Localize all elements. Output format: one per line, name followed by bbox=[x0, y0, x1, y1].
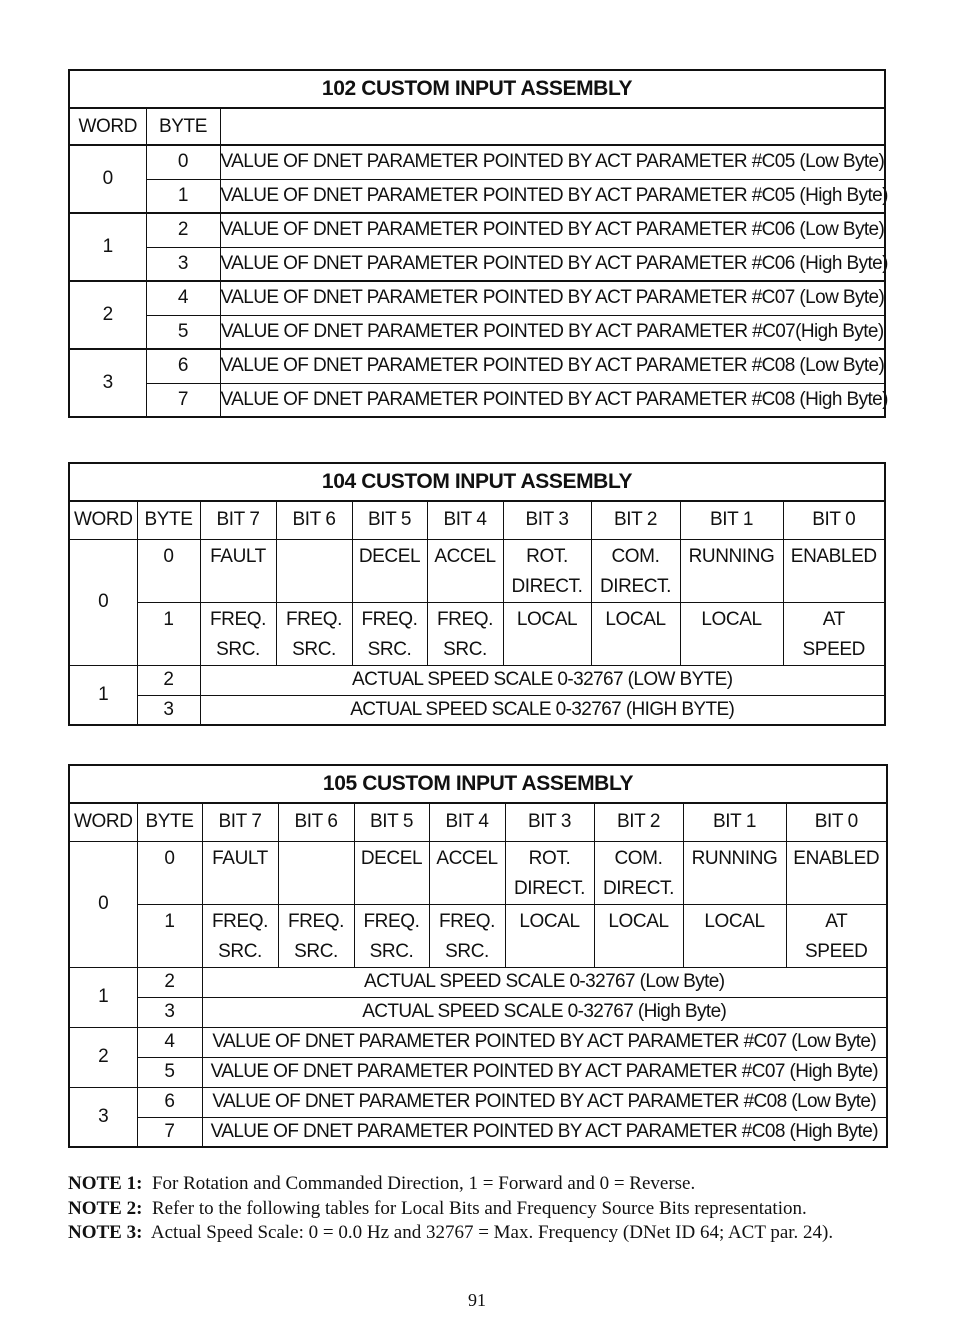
header-bit-1: BIT 1 bbox=[683, 803, 786, 841]
note-label: NOTE 1: bbox=[68, 1173, 143, 1194]
header-byte: BYTE bbox=[137, 803, 202, 841]
header-bit-0: BIT 0 bbox=[786, 803, 887, 841]
byte-cell: 5 bbox=[137, 1057, 202, 1087]
bit-cell: ACCEL bbox=[429, 841, 505, 904]
header-bit-4: BIT 4 bbox=[429, 803, 505, 841]
header-bit-1: BIT 1 bbox=[680, 501, 783, 539]
header-bit-3: BIT 3 bbox=[503, 501, 591, 539]
description-cell: VALUE OF DNET PARAMETER POINTED BY ACT PARAMETER #C05 (High Byte) bbox=[220, 179, 885, 213]
bit-cell: FREQ. SRC. bbox=[202, 904, 278, 967]
header-bit-7: BIT 7 bbox=[200, 501, 276, 539]
description-cell: VALUE OF DNET PARAMETER POINTED BY ACT PARAMETER #C07 (Low Byte) bbox=[220, 281, 885, 315]
bit-cell: FAULT bbox=[202, 841, 278, 904]
byte-cell: 7 bbox=[137, 1117, 202, 1147]
word-cell: 0 bbox=[69, 841, 137, 967]
bit-cell: LOCAL bbox=[683, 904, 786, 967]
header-bit-5: BIT 5 bbox=[352, 501, 427, 539]
byte-cell: 2 bbox=[137, 665, 200, 695]
bit-cell: FREQ. SRC. bbox=[276, 602, 352, 665]
bit-cell bbox=[276, 539, 352, 602]
note-3 bbox=[68, 1221, 833, 1246]
bit-cell: LOCAL bbox=[594, 904, 683, 967]
table-104-custom-input-assembly bbox=[68, 462, 886, 726]
byte-cell: 1 bbox=[137, 904, 202, 967]
byte-cell: 1 bbox=[146, 179, 220, 213]
bit-cell: RUNNING bbox=[680, 539, 783, 602]
bit-cell: FREQ. SRC. bbox=[352, 602, 427, 665]
table-title: 105 CUSTOM INPUT ASSEMBLY bbox=[69, 765, 887, 803]
word-cell: 0 bbox=[69, 539, 137, 665]
bit-cell: FREQ. SRC. bbox=[354, 904, 429, 967]
bit-cell: ACCEL bbox=[427, 539, 503, 602]
note-label: NOTE 3: bbox=[68, 1222, 143, 1243]
page-number: 91 bbox=[468, 1290, 486, 1310]
header-word: WORD bbox=[69, 108, 146, 145]
word-cell: 2 bbox=[69, 281, 146, 349]
byte-cell: 4 bbox=[146, 281, 220, 315]
header-bit-7: BIT 7 bbox=[202, 803, 278, 841]
bit-cell: DECEL bbox=[354, 841, 429, 904]
bit-cell bbox=[278, 841, 354, 904]
header-bit-5: BIT 5 bbox=[354, 803, 429, 841]
byte-cell: 3 bbox=[146, 247, 220, 281]
description-cell: VALUE OF DNET PARAMETER POINTED BY ACT PARAMETER #C07(High Byte) bbox=[220, 315, 885, 349]
byte-cell: 5 bbox=[146, 315, 220, 349]
description-cell: VALUE OF DNET PARAMETER POINTED BY ACT PARAMETER #C07 (Low Byte) bbox=[202, 1027, 887, 1057]
description-cell: ACTUAL SPEED SCALE 0-32767 (HIGH BYTE) bbox=[200, 695, 885, 725]
description-cell: ACTUAL SPEED SCALE 0-32767 (High Byte) bbox=[202, 997, 887, 1027]
header-word: WORD bbox=[69, 803, 137, 841]
byte-cell: 0 bbox=[146, 145, 220, 179]
note-1 bbox=[68, 1172, 833, 1197]
bit-cell: ROT. DIRECT. bbox=[505, 841, 594, 904]
byte-cell: 6 bbox=[137, 1087, 202, 1117]
bit-cell: LOCAL bbox=[680, 602, 783, 665]
description-cell: VALUE OF DNET PARAMETER POINTED BY ACT PARAMETER #C05 (Low Byte) bbox=[220, 145, 885, 179]
byte-cell: 6 bbox=[146, 349, 220, 383]
table-title: 102 CUSTOM INPUT ASSEMBLY bbox=[69, 70, 885, 108]
table-105-custom-input-assembly bbox=[68, 764, 888, 1148]
byte-cell: 2 bbox=[137, 967, 202, 997]
byte-cell: 4 bbox=[137, 1027, 202, 1057]
description-cell: VALUE OF DNET PARAMETER POINTED BY ACT PARAMETER #C06 (Low Byte) bbox=[220, 213, 885, 247]
description-cell: VALUE OF DNET PARAMETER POINTED BY ACT PARAMETER #C08 (High Byte) bbox=[202, 1117, 887, 1147]
description-cell: VALUE OF DNET PARAMETER POINTED BY ACT PARAMETER #C06 (High Byte) bbox=[220, 247, 885, 281]
bit-cell: AT SPEED bbox=[786, 904, 887, 967]
bit-cell: COM. DIRECT. bbox=[591, 539, 680, 602]
note-2 bbox=[68, 1197, 833, 1222]
description-cell: VALUE OF DNET PARAMETER POINTED BY ACT PARAMETER #C08 (Low Byte) bbox=[202, 1087, 887, 1117]
header-bit-2: BIT 2 bbox=[591, 501, 680, 539]
bit-cell: DECEL bbox=[352, 539, 427, 602]
word-cell: 1 bbox=[69, 213, 146, 281]
description-cell: ACTUAL SPEED SCALE 0-32767 (Low Byte) bbox=[202, 967, 887, 997]
header-byte: BYTE bbox=[146, 108, 220, 145]
header-word: WORD bbox=[69, 501, 137, 539]
byte-cell: 0 bbox=[137, 841, 202, 904]
header-byte: BYTE bbox=[137, 501, 200, 539]
bit-cell: ROT. DIRECT. bbox=[503, 539, 591, 602]
byte-cell: 0 bbox=[137, 539, 200, 602]
description-cell: VALUE OF DNET PARAMETER POINTED BY ACT PARAMETER #C07 (High Byte) bbox=[202, 1057, 887, 1087]
word-cell: 2 bbox=[69, 1027, 137, 1087]
bit-cell: FREQ. SRC. bbox=[427, 602, 503, 665]
notes-block bbox=[68, 1172, 833, 1246]
word-cell: 1 bbox=[69, 665, 137, 725]
word-cell: 0 bbox=[69, 145, 146, 213]
bit-cell: COM. DIRECT. bbox=[594, 841, 683, 904]
table-title: 104 CUSTOM INPUT ASSEMBLY bbox=[69, 463, 885, 501]
byte-cell: 3 bbox=[137, 997, 202, 1027]
bit-cell: LOCAL bbox=[591, 602, 680, 665]
header-bit-0: BIT 0 bbox=[783, 501, 885, 539]
bit-cell: LOCAL bbox=[503, 602, 591, 665]
word-cell: 1 bbox=[69, 967, 137, 1027]
note-text: Refer to the following tables for Local Bits and Frequency Source Bits representation. bbox=[151, 1197, 807, 1219]
byte-cell: 1 bbox=[137, 602, 200, 665]
bit-cell: ENABLED bbox=[783, 539, 885, 602]
header-bit-3: BIT 3 bbox=[505, 803, 594, 841]
header-blank bbox=[220, 108, 885, 145]
header-bit-2: BIT 2 bbox=[594, 803, 683, 841]
description-cell: VALUE OF DNET PARAMETER POINTED BY ACT PARAMETER #C08 (High Byte) bbox=[220, 383, 885, 417]
bit-cell: RUNNING bbox=[683, 841, 786, 904]
word-cell: 3 bbox=[69, 1087, 137, 1147]
note-text: Actual Speed Scale: 0 = 0.0 Hz and 32767 = Max. Frequency (DNet ID 64; ACT par. 24). bbox=[150, 1222, 834, 1243]
bit-cell: FREQ. SRC. bbox=[278, 904, 354, 967]
description-cell: VALUE OF DNET PARAMETER POINTED BY ACT PARAMETER #C08 (Low Byte) bbox=[220, 349, 885, 383]
bit-cell: FAULT bbox=[200, 539, 276, 602]
note-label: NOTE 2: bbox=[68, 1197, 143, 1219]
header-bit-6: BIT 6 bbox=[278, 803, 354, 841]
bit-cell: LOCAL bbox=[505, 904, 594, 967]
bit-cell: ENABLED bbox=[786, 841, 887, 904]
bit-cell: FREQ. SRC. bbox=[429, 904, 505, 967]
header-bit-6: BIT 6 bbox=[276, 501, 352, 539]
table-102-custom-input-assembly bbox=[68, 69, 886, 418]
bit-cell: FREQ. SRC. bbox=[200, 602, 276, 665]
word-cell: 3 bbox=[69, 349, 146, 417]
header-bit-4: BIT 4 bbox=[427, 501, 503, 539]
note-text: For Rotation and Commanded Direction, 1 = Forward and 0 = Reverse. bbox=[151, 1173, 696, 1194]
description-cell: ACTUAL SPEED SCALE 0-32767 (LOW BYTE) bbox=[200, 665, 885, 695]
bit-cell: AT SPEED bbox=[783, 602, 885, 665]
byte-cell: 7 bbox=[146, 383, 220, 417]
byte-cell: 3 bbox=[137, 695, 200, 725]
byte-cell: 2 bbox=[146, 213, 220, 247]
